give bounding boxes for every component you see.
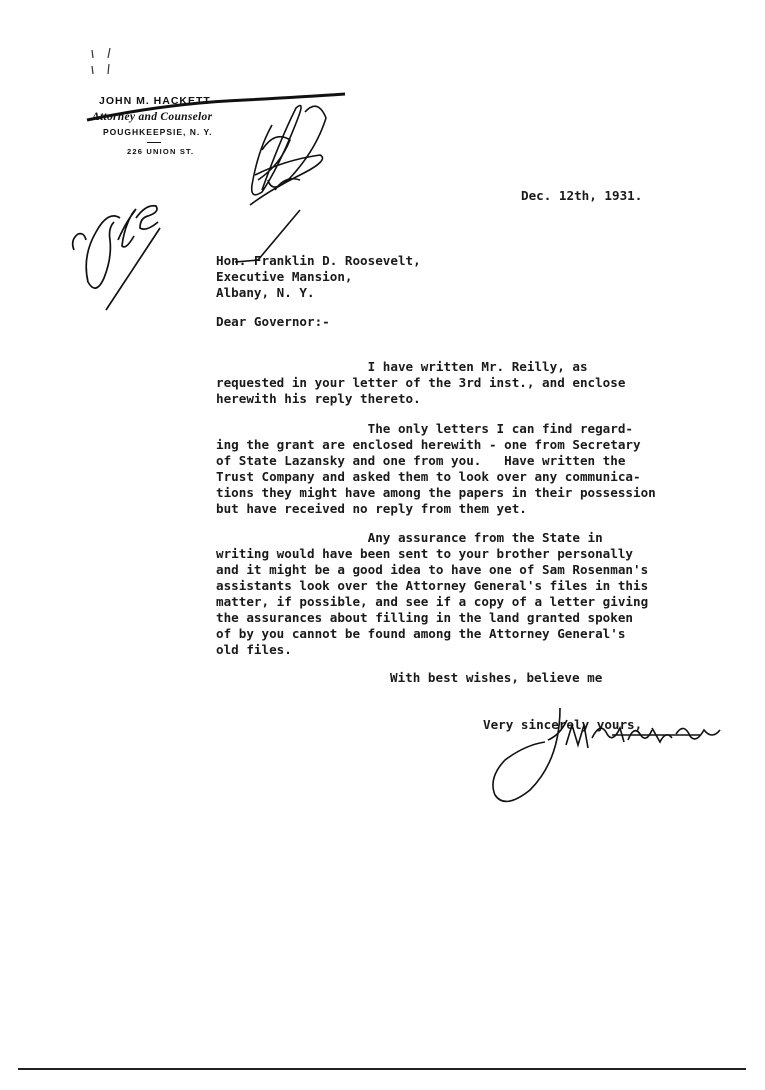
recipient-line-3: Albany, N. Y. [216, 285, 315, 300]
recipient-line-1: Hon. Franklin D. Roosevelt, [216, 253, 421, 268]
letter-date: Dec. 12th, 1931. [521, 188, 643, 203]
paragraph-line: herewith his reply thereto. [216, 391, 421, 406]
paragraph-line: writing would have been sent to your brother personally [216, 546, 634, 561]
recipient-line-2: Executive Mansion, [216, 269, 353, 284]
paragraph-line: The only letters I can find regard- [216, 421, 634, 436]
paragraph-line: but have received no reply from them yet. [216, 501, 527, 516]
paragraph-line: ing the grant are enclosed herewith - one from Secretary [216, 437, 641, 452]
footer-rule [18, 1068, 746, 1070]
letterhead-name: JOHN M. HACKETT [99, 95, 211, 107]
paragraph-line: Trust Company and asked them to look over any communica- [216, 469, 641, 484]
salutation: Dear Governor:- [216, 314, 330, 329]
closing-line: With best wishes, believe me [390, 670, 603, 685]
corner-marks [92, 48, 110, 74]
paragraph-line: of State Lazansky and one from you. Have written the [216, 453, 626, 468]
margin-initials [73, 206, 160, 310]
paragraph-line: of by you cannot be found among the Attorney General's [216, 626, 626, 641]
letterhead-city: POUGHKEEPSIE, N. Y. [103, 127, 213, 137]
paragraph-line: tions they might have among the papers in their possession [216, 485, 656, 500]
paragraph-line: the assurances about filling in the land granted spoken [216, 610, 634, 625]
letterhead-strike-line [87, 94, 345, 120]
paragraph-line: old files. [216, 642, 292, 657]
letterhead-title: Attorney and Counselor [92, 111, 213, 123]
paragraph-line: I have written Mr. Reilly, as [216, 359, 588, 374]
paragraph-line: assistants look over the Attorney General's files in this [216, 578, 649, 593]
signature [493, 708, 720, 801]
paragraph-line: matter, if possible, and see if a copy of a letter giving [216, 594, 649, 609]
paragraph-line: Any assurance from the State in [216, 530, 603, 545]
complimentary-close: Very sincerely yours, [483, 717, 643, 732]
letterhead-street: 226 UNION ST. [127, 147, 195, 156]
paragraph-line: requested in your letter of the 3rd inst., and enclose [216, 375, 626, 390]
scribble-mark [235, 106, 326, 262]
paragraph-line: and it might be a good idea to have one of Sam Rosenman's [216, 562, 649, 577]
